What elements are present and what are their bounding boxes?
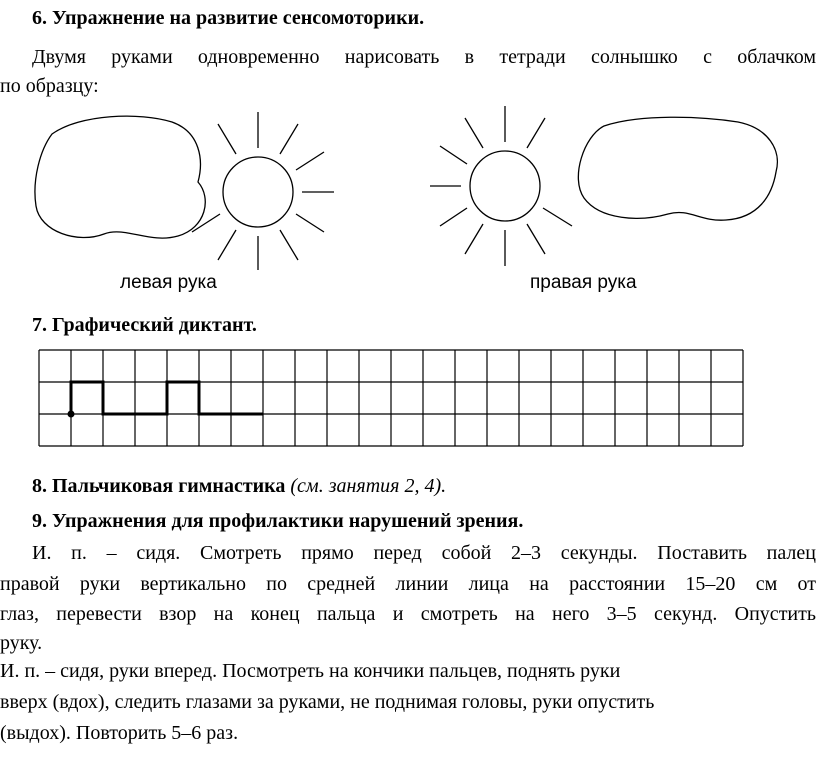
section-7-heading: 7. Графический диктант.: [32, 314, 257, 336]
section-6-text-line-2: по образцу:: [0, 75, 99, 97]
section-6-text-1: Двумя руками одновременно нарисовать в тетради солнышко с облачком: [32, 46, 816, 68]
section-9-p1-line-2-wrap: [0, 572, 816, 596]
section-9-p2-line-3: (выдох). Повторить 5–6 раз.: [0, 722, 239, 744]
section-9-heading: 9. Упражнения для профилактики нарушений зрения.: [32, 510, 524, 532]
caption-right-hand: правая рука: [530, 272, 637, 293]
section-9-p1-line-4: руку.: [0, 632, 43, 654]
section-9-p1-line-1-wrap: [32, 541, 816, 565]
section-6-text-line-1: [32, 45, 816, 69]
sun-cloud-illustration: [0, 100, 816, 300]
right-sun-rays: [430, 106, 572, 266]
section-9-p2-line-1: И. п. – сидя, руки вперед. Посмотреть на кончики пальцев, поднять руки: [0, 660, 621, 682]
right-cloud-shape: [578, 117, 777, 220]
section-8-note: (см. занятия 2, 4).: [290, 475, 447, 497]
left-sun-circle: [223, 157, 293, 227]
left-sun-rays: [192, 112, 334, 270]
right-sun-circle: [470, 151, 540, 221]
caption-left-hand: левая рука: [120, 272, 217, 293]
section-9-p1-line-1: И. п. – сидя. Смотреть прямо перед собой 2–3 секунды. Поставить палец: [32, 542, 816, 564]
section-6-heading: 6. Упражнение на развитие сенсомоторики.: [32, 7, 425, 29]
section-8-heading: 8. Пальчиковая гимнастика: [32, 475, 286, 497]
section-9-p1-line-3: глаз, перевести взор на конец пальца и смотреть на него 3–5 секунд. Опустить: [0, 603, 816, 625]
grid-lines: [39, 350, 743, 446]
graphic-dictation-grid: [0, 345, 816, 455]
section-8-line: [32, 474, 446, 498]
section-9-p1-line-3-wrap: [0, 602, 816, 626]
dictation-path: [68, 382, 264, 418]
section-9-p2-line-2: вверх (вдох), следить глазами за руками, не поднимая головы, руки опустить: [0, 691, 655, 713]
left-cloud-shape: [35, 116, 205, 238]
section-9-p1-line-2: правой руки вертикально по средней линии лица на расстоянии 15–20 см от: [0, 573, 816, 595]
